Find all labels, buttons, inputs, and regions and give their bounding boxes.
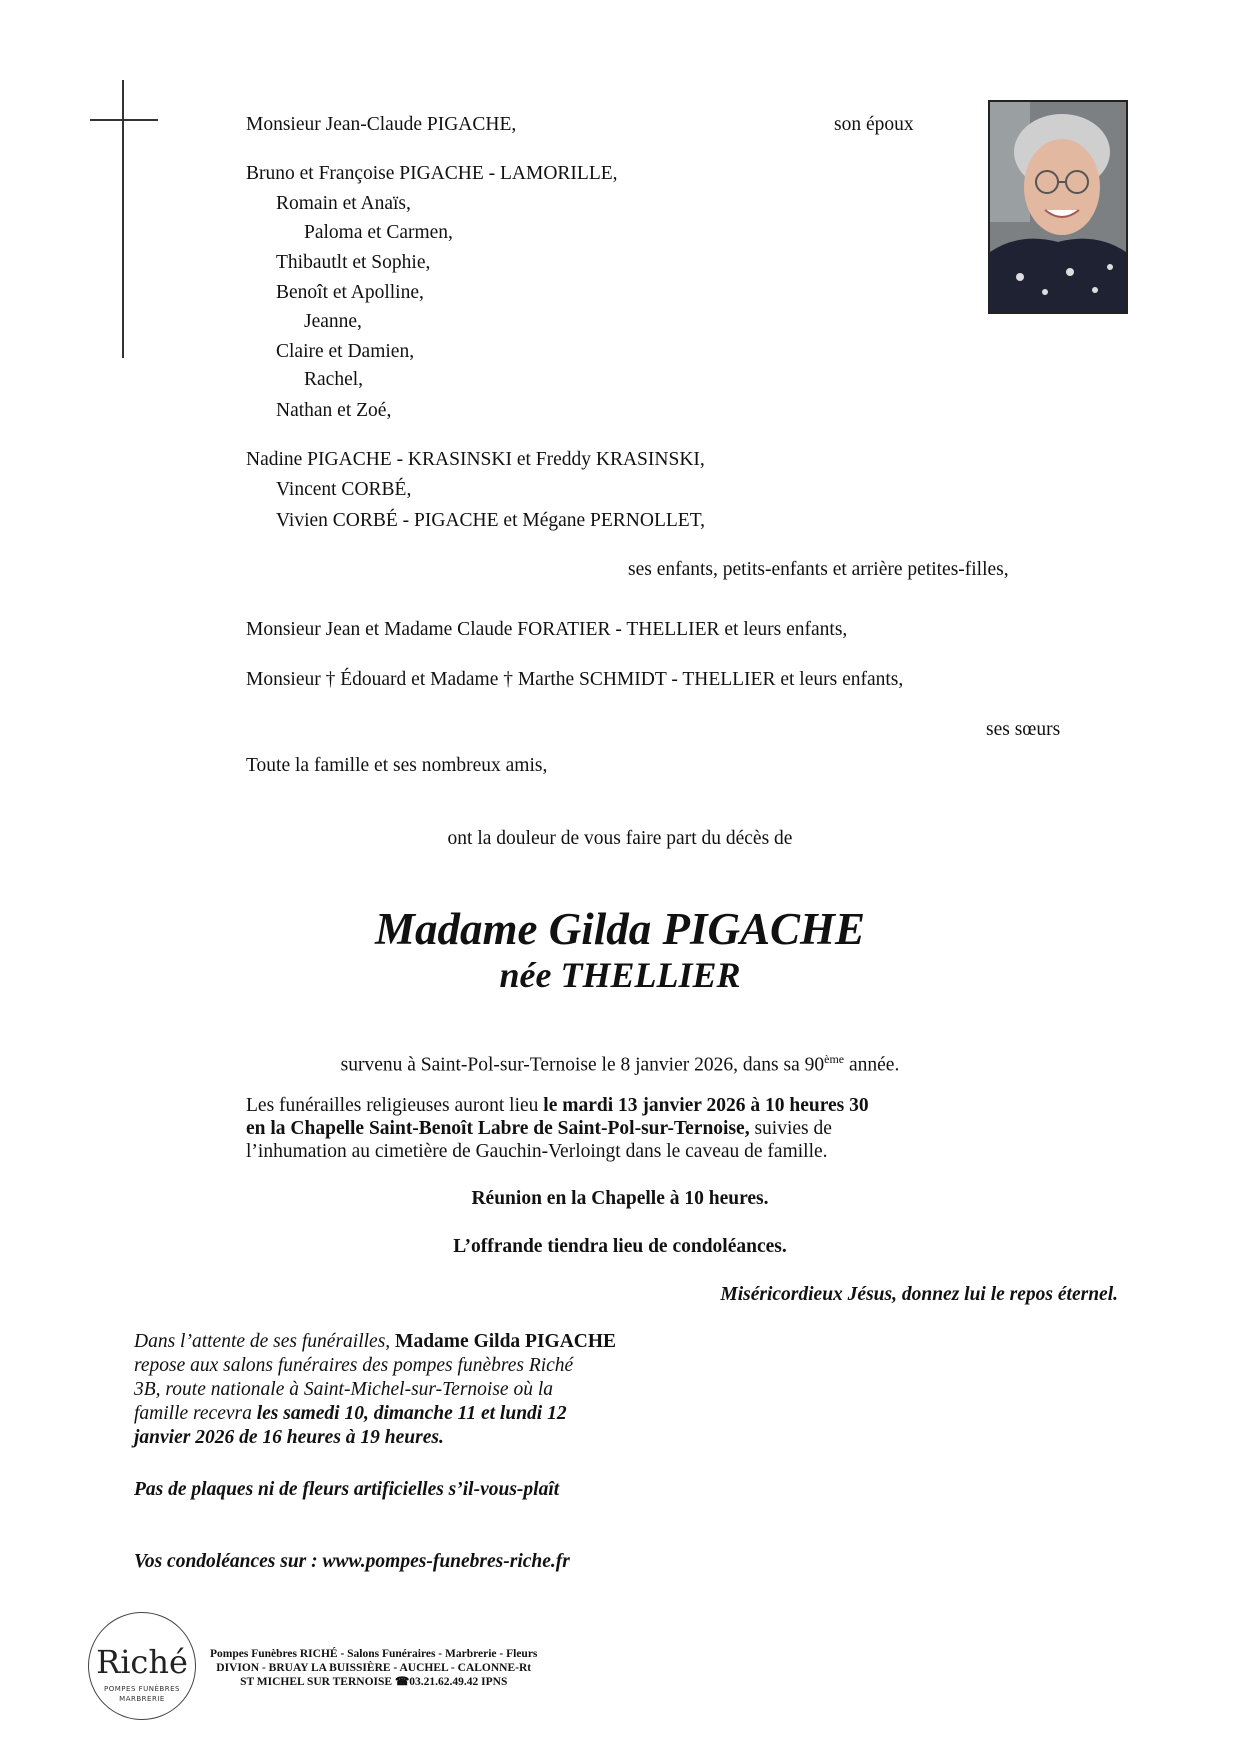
funeral-line-1: Les funérailles religieuses auront lieu le mardi 13 janvier 2026 à 10 heures 30 [246,1095,869,1116]
logo-name: Riché [96,1643,188,1681]
family-line: Bruno et Françoise PIGACHE - LAMORILLE, [246,163,618,184]
family-line: Thibautlt et Sophie, [276,252,431,273]
footer-line-2: DIVION - BRUAY LA BUISSIÈRE - AUCHEL - CALONNE-Rt [216,1662,532,1674]
cross-icon [122,80,124,358]
visitation-line-5: janvier 2026 de 16 heures à 19 heures. [134,1427,444,1448]
family-line: Vincent CORBÉ, [276,479,412,500]
funeral-line-2: en la Chapelle Saint-Benoît Labre de Saint-Pol-sur-Ternoise, suivies de [246,1118,832,1139]
death-details: survenu à Saint-Pol-sur-Ternoise le 8 janvier 2026, dans sa 90ème année. [340,1052,900,1076]
announcement-intro: ont la douleur de vous faire part du décès de [447,828,793,849]
children-relation: ses enfants, petits-enfants et arrière petites-filles, [628,559,1009,580]
meeting-info: Réunion en la Chapelle à 10 heures. [471,1188,769,1209]
maiden-name: née THELLIER [499,955,741,995]
funeral-line-3: l’inhumation au cimetière de Gauchin-Verloingt dans le caveau de famille. [246,1141,828,1162]
family-line: Rachel, [304,369,364,390]
portrait-photo [988,100,1128,314]
deceased-name: Madame Gilda PIGACHE [374,904,866,954]
family-line: Paloma et Carmen, [304,222,453,243]
family-line: Jeanne, [304,311,362,332]
family-line: Benoît et Apolline, [276,282,424,303]
footer [210,1647,537,1689]
family-line: Claire et Damien, [276,341,415,362]
visitation-line-4: famille recevra les samedi 10, dimanche 11 et lundi 12 [134,1403,567,1424]
husband-relation: son époux [834,114,914,135]
family-line: Vivien CORBÉ - PIGACHE et Mégane PERNOLLET, [276,510,706,531]
footer-line-3: ST MICHEL SUR TERNOISE ☎03.21.62.49.42 IPNS [240,1676,508,1688]
husband-name: Monsieur Jean-Claude PIGACHE, [246,114,517,135]
visitation-line-3: 3B, route nationale à Saint-Michel-sur-Ternoise où la [134,1379,554,1400]
sister-line: Monsieur Jean et Madame Claude FORATIER - THELLIER et leurs enfants, [246,619,848,640]
no-flowers-notice: Pas de plaques ni de fleurs artificielles s’il-vous-plaît [134,1479,560,1500]
cross-icon-bar [90,119,158,121]
logo-line-1: POMPES FUNÈBRES [104,1685,180,1693]
sisters-relation: ses sœurs [986,719,1061,740]
sister-line: Monsieur † Édouard et Madame † Marthe SCHMIDT - THELLIER et leurs enfants, [246,669,904,690]
condolences-link: Vos condoléances sur : www.pompes-funebres-riche.fr [134,1551,570,1572]
visitation-line-2: repose aux salons funéraires des pompes funèbres Riché [134,1355,574,1376]
prayer: Miséricordieux Jésus, donnez lui le repos éternel. [720,1284,1118,1305]
family-line: Nathan et Zoé, [276,400,392,421]
logo-line-2: MARBRERIE [119,1695,165,1703]
all-family: Toute la famille et ses nombreux amis, [246,755,548,776]
offering-info: L’offrande tiendra lieu de condoléances. [453,1236,787,1257]
family-line: Nadine PIGACHE - KRASINSKI et Freddy KRASINSKI, [246,449,705,470]
family-line: Romain et Anaïs, [276,193,411,214]
riche-logo [88,1612,196,1720]
footer-line-1: Pompes Funèbres RICHÉ - Salons Funéraires - Marbrerie - Fleurs [210,1648,538,1660]
visitation-line-1: Dans l’attente de ses funérailles, Madame Gilda PIGACHE [134,1331,617,1352]
